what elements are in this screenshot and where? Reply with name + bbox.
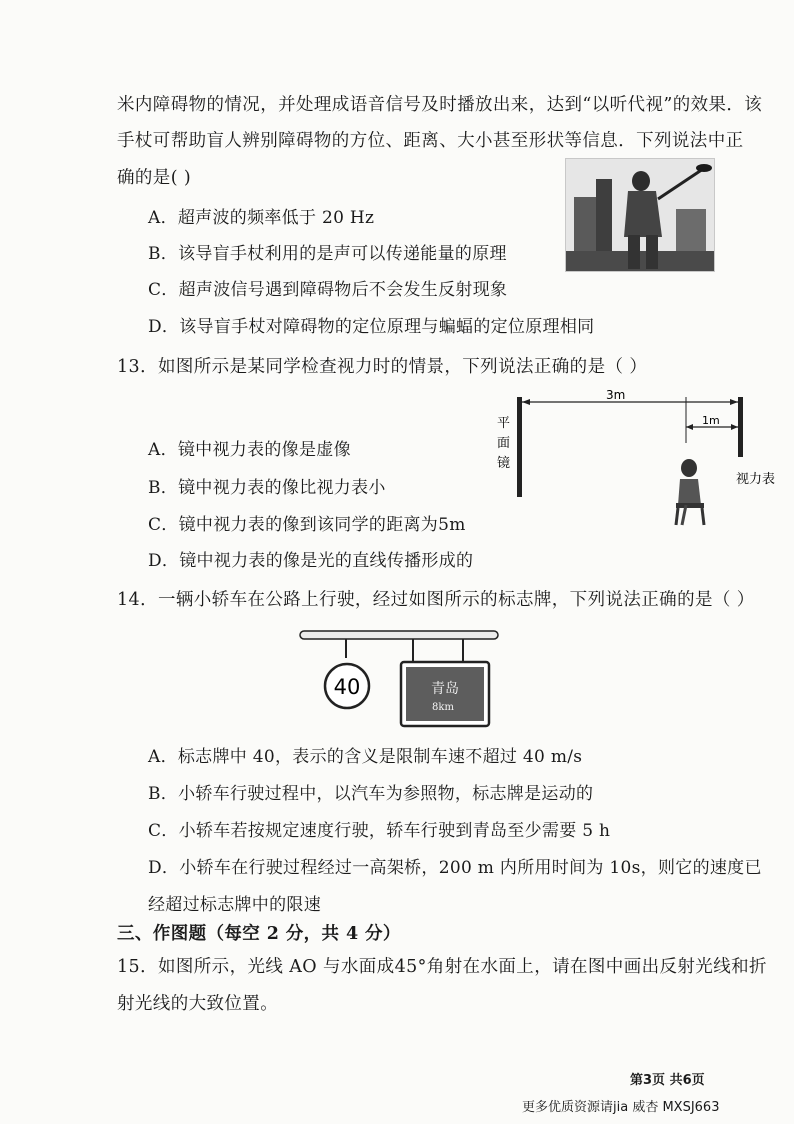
student-figure [676,459,704,525]
guide-cane-photo [565,158,715,272]
distance-1m-label: 1m [702,414,720,427]
distance-3m-label: 3m [606,388,626,402]
q15-line-2: 射光线的大致位置。 [117,994,279,1014]
q14-stem: 14．一辆小轿车在公路上行驶，经过如图所示的标志牌，下列说法正确的是（ ） [117,590,755,610]
q14-option-b: B．小轿车行驶过程中，以汽车为参照物，标志牌是运动的 [148,784,594,804]
destination-distance: 8km [432,702,454,713]
sign-pole [300,631,498,639]
q12-option-d: D．该导盲手杖对障碍物的定位原理与蝙蝠的定位原理相同 [148,317,595,337]
q12-option-b: B．该导盲手杖利用的是声可以传递能量的原理 [148,244,507,264]
q12-line-3: 确的是( ) [117,168,192,188]
q13-option-b: B．镜中视力表的像比视力表小 [148,478,386,498]
q15-line-1: 15．如图所示，光线 AO 与水面成45°角射在水面上，请在图中画出反射光线和折 [117,957,767,977]
page-number: 第3页 共6页 [630,1073,705,1088]
plane-mirror [517,397,522,497]
mirror-label-char-1: 平 [497,416,511,431]
footer-promo: 更多优质资源请jia 威杏 MXSJ663 [522,1100,720,1115]
q14-option-d-continued: 经超过标志牌中的限速 [148,895,321,915]
eye-test-diagram [490,385,790,535]
q14-option-c: C．小轿车若按规定速度行驶，轿车行驶到青岛至少需要 5 h [148,821,611,841]
q13-stem: 13．如图所示是某同学检查视力时的情景，下列说法正确的是（ ） [117,357,648,377]
q13-option-d: D．镜中视力表的像是光的直线传播形成的 [148,551,474,571]
section-3-heading: 三、作图题（每空 2 分，共 4 分） [117,924,401,944]
mirror-label-char-3: 镜 [497,456,511,471]
destination-city: 青岛 [431,681,459,697]
q12-line-2: 手杖可帮助盲人辨别障碍物的方位、距离、大小甚至形状等信息．下列说法中正 [117,131,744,151]
eye-chart-board [738,397,743,457]
q12-option-c: C．超声波信号遇到障碍物后不会发生反射现象 [148,280,508,300]
speed-limit-value: 40 [333,675,361,699]
road-sign-figure [298,628,503,728]
q14-option-a: A．标志牌中 40，表示的含义是限制车速不超过 40 m/s [148,747,583,767]
q13-option-c: C．镜中视力表的像到该同学的距离为5m [148,515,466,535]
mirror-label-char-2: 面 [497,436,511,451]
q12-option-a: A．超声波的频率低于 20 Hz [148,208,375,228]
eye-chart-label: 视力表 [736,472,776,487]
q13-option-a: A．镜中视力表的像是虚像 [148,440,351,460]
q12-line-1: 米内障碍物的情况，并处理成语音信号及时播放出来，达到“以听代视”的效果．该 [117,95,763,115]
q14-option-d: D．小轿车在行驶过程经过一高架桥，200 m 内所用时间为 10s，则它的速度已 [148,858,762,878]
